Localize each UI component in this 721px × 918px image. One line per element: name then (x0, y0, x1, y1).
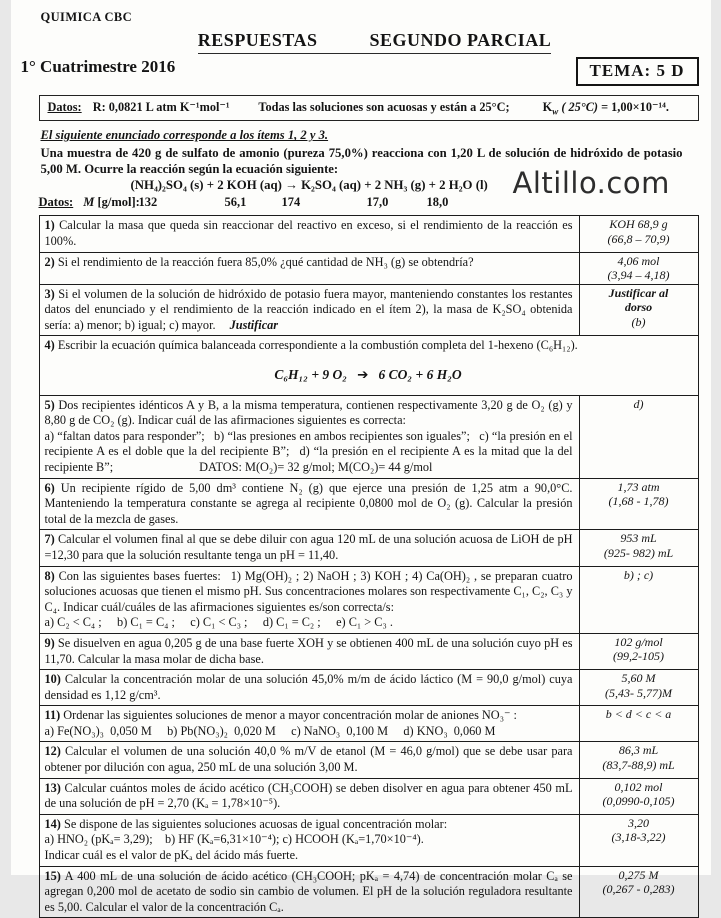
table-row (39, 530, 698, 566)
question-cell (39, 778, 579, 814)
question-text: Se disuelven en agua 0,205 g de una base fuerte XOH y se obtienen 400 mL de una solución cuyo pH es 11,70. Calcular la masa molar de dicha base. (45, 636, 573, 666)
answer-cell (579, 252, 698, 284)
mass-value: 56,1 (225, 195, 247, 210)
answer-line: (5,43- 5,77)M (583, 686, 695, 701)
enunciado-note: El siguiente enunciado corresponde a los ítems 1, 2 y 3. (41, 128, 711, 143)
question-text: Calcular la concentración molar de una solución 45,0% m/m de ácido láctico (M = 90,0 g/mol) cuya densidad es 1,12 g/cm³. (45, 672, 573, 702)
table-row (39, 478, 698, 530)
answer-line: (b) (583, 315, 695, 330)
gas-constant: R: 0,0821 L atm K⁻¹mol⁻¹ (93, 100, 230, 114)
enunciado-text: Una muestra de 420 g de sulfato de amonio (pureza 75,0%) reacciona con 1,20 L de solución de hidróxido de potasio 5,00 M. Ocurre la reacción según la ecuación siguiente: (41, 145, 683, 177)
question-cell (39, 216, 579, 252)
question-cell (39, 336, 698, 395)
watermark-text: Altillo.com (513, 166, 670, 200)
question-text: Dos recipientes idénticos A y B, a la misma temperatura, contienen respectivamente 3,20 g de O₂ (g) y 8,80 g de CO₂ (g). Indicar cuál de las afirmaciones siguientes es correcta: (45, 398, 573, 428)
question-text-2 (45, 429, 573, 476)
answer-line: d) (583, 397, 695, 412)
question-text-3: Indicar cuál es el valor de pKₐ del ácido más fuerte. (45, 848, 573, 864)
mass-value: 17,0 (367, 195, 389, 210)
question-text-2: a) Fe(NO₃)₃ 0,050 M b) Pb(NO₃)₂ 0,020 M c) NaNO₃ 0,100 M d) KNO₃ 0,060 M (45, 724, 573, 740)
question-datos: DATOS: M(O₂)= 32 g/mol; M(CO₂)= 44 g/mol (199, 460, 432, 476)
answer-cell (579, 395, 698, 478)
table-row (39, 395, 698, 478)
answer-line: 3,20 (583, 816, 695, 831)
question-number: 12) (45, 744, 61, 758)
answer-cell (579, 284, 698, 336)
semester-label: 1° Cuatrimestre 2016 (21, 57, 176, 77)
mass-value: 18,0 (427, 195, 449, 210)
answer-line: (3,94 – 4,18) (583, 268, 695, 283)
question-text-2: a) C₂ < C₄ ; b) C₁ = C₄ ; c) C₁ < C₃ ; d) C₁ = C₂ ; e) C₁ > C₃ . (45, 615, 573, 631)
question-text: A 400 mL de una solución de ácido acético (CH₃COOH; pKₐ = 4,74) de concentración molar Cₐ se agregan 0,200 mol de acetato de sodio sin cambio de volumen. El pH de la solución reguladora resultante es 5,00. Calcular el valor de la concentración Cₐ. (45, 869, 573, 914)
answer-cell (579, 633, 698, 669)
subheader-row (21, 57, 699, 86)
table-row (39, 866, 698, 918)
question-number: 8) (45, 569, 55, 583)
exam-title-underline (198, 30, 551, 54)
question-cell (39, 670, 579, 706)
question-cell (39, 866, 579, 918)
question-number: 2) (45, 255, 55, 269)
datos-bar (39, 95, 699, 121)
question-cell (39, 566, 579, 633)
table-row (39, 742, 698, 778)
combustion-equation: C₆H₁₂ + 9 O₂ ➔ 6 CO₂ + 6 H₂O (45, 367, 692, 383)
question-number: 11) (45, 708, 61, 722)
question-options: a) “faltan datos para responder”; b) “las presiones en ambos recipientes son iguales”; c) “la presión en el recipiente A es el doble que la del recipiente B”; d) “la presión en el recipiente A es la mitad que la del recipiente B”; (45, 429, 573, 474)
question-number: 15) (45, 869, 61, 883)
answer-cell (579, 530, 698, 566)
answer-line: 4,06 mol (583, 254, 695, 269)
question-text: Calcular la masa que queda sin reaccionar del reactivo en exceso, si el rendimiento de la reacción es 100%. (45, 218, 573, 248)
table-row (39, 284, 698, 336)
question-text: Ordenar las siguientes soluciones de menor a mayor concentración molar de aniones NO₃⁻ : (63, 708, 517, 722)
answer-line: 86,3 mL (583, 743, 695, 758)
question-cell (39, 478, 579, 530)
title-respuestas: RESPUESTAS (198, 30, 318, 51)
kw-sub: w (552, 106, 558, 116)
answer-line: (0,0990-0,105) (583, 794, 695, 809)
justificar-suffix: Justificar (230, 318, 279, 332)
answer-cell (579, 216, 698, 252)
question-text: Calcular cuántos moles de ácido acético (CH₃COOH) se deben disolver en agua para obtener 450 mL de una solución de pH = 2,70 (Kₐ = 1,78×10⁻⁵). (45, 781, 573, 811)
answer-line: b) ; c) (583, 568, 695, 583)
question-cell (39, 284, 579, 336)
exam-title (25, 30, 721, 54)
tema-box: TEMA: 5 D (576, 57, 699, 86)
question-number: 13) (45, 781, 61, 795)
answer-line: Justificar al (583, 286, 695, 301)
molar-masses-line (39, 195, 711, 210)
questions-table (39, 215, 699, 918)
question-text: Calcular el volumen final al que se debe diluir con agua 120 mL de una solución acuosa de LiOH de pH =12,30 para que la solución resultante tenga un pH = 11,40. (45, 532, 573, 562)
question-text: Calcular el volumen de una solución 40,0 % m/V de etanol (M = 46,0 g/mol) que se debe usar para obtener por dilución con agua, 250 mL de una solución 3,00 M. (45, 744, 573, 774)
answer-line: (99,2-105) (583, 649, 695, 664)
answer-cell (579, 866, 698, 918)
answer-line: 1,73 atm (583, 480, 695, 495)
question-number: 1) (45, 218, 55, 232)
answer-line: 5,60 M (583, 671, 695, 686)
question-number: 10) (45, 672, 61, 686)
question-text: Si el rendimiento de la reacción fuera 85,0% ¿qué cantidad de NH₃ (g) se obtendría? (58, 255, 474, 269)
answer-line: (925- 982) mL (583, 546, 695, 561)
course-title: QUIMICA CBC (41, 10, 711, 25)
table-row (39, 814, 698, 866)
title-segundo-parcial: SEGUNDO PARCIAL (370, 30, 552, 51)
question-text: Si el volumen de la solución de hidróxido de potasio fuera mayor, manteniendo constantes los restantes datos del enunciado y el rendimiento de la reacción indicado en el ítem 2), la masa de K₂SO₄ obtenida sería: a) menor; b) igual; c) mayor. (45, 287, 573, 332)
table-row (39, 216, 698, 252)
answer-cell (579, 814, 698, 866)
question-text: Se dispone de las siguientes soluciones acuosas de igual concentración molar: (64, 817, 447, 831)
table-row (39, 336, 698, 395)
molar-mass-unit: [g/mol]: (94, 195, 139, 209)
exam-page (11, 0, 711, 875)
answer-cell (579, 670, 698, 706)
question-number: 9) (45, 636, 55, 650)
question-text: Un recipiente rígido de 5,00 dm³ contiene N₂ (g) que ejerce una presión de 1,25 atm a 90,0°C. Manteniendo la temperatura constante se agrega al recipiente 0,0800 mol de O₂ (g). Calcular la presión total de la mezcla de gases. (45, 481, 573, 526)
table-row (39, 566, 698, 633)
molar-mass-symbol: M (83, 195, 94, 209)
solution-conditions: Todas las soluciones son acuosas y están a 25°C; (258, 100, 509, 114)
table-row (39, 778, 698, 814)
question-cell (39, 252, 579, 284)
answer-line: 102 g/mol (583, 635, 695, 650)
answer-line: (0,267 - 0,283) (583, 882, 695, 897)
question-text: Con las siguientes bases fuertes: 1) Mg(OH)₂ ; 2) NaOH ; 3) KOH ; 4) Ca(OH)₂ , se preparan cuatro soluciones acuosas que tienen el mismo pH. Sus concentraciones molares son respectivamente C₁, C₂, C₃ y C₄. Indicar cuál/cuáles de las afirmaciones siguientes es/son correcta/s: (45, 569, 573, 614)
question-text-2: a) HNO₂ (pKₐ= 3,29); b) HF (Kₐ=6,31×10⁻⁴); c) HCOOH (Kₐ=1,70×10⁻⁴). (45, 832, 573, 848)
answer-cell (579, 706, 698, 742)
question-number: 6) (45, 481, 55, 495)
question-cell (39, 706, 579, 742)
question-cell (39, 742, 579, 778)
kw-value: = 1,00×10⁻¹⁴. (601, 100, 669, 114)
question-number: 5) (45, 398, 55, 412)
kw-base: K (543, 100, 553, 114)
table-row (39, 252, 698, 284)
answer-line: (66,8 – 70,9) (583, 232, 695, 247)
question-number: 4) (45, 338, 55, 352)
equation-zone (39, 177, 711, 213)
question-text: Escribir la ecuación química balanceada correspondiente a la combustión completa del 1-hexeno (C₆H₁₂). (58, 338, 578, 352)
answer-line: (83,7-88,9) mL (583, 758, 695, 773)
kw-cond: ( 25°C) (561, 100, 598, 114)
answer-cell (579, 478, 698, 530)
question-cell (39, 395, 579, 478)
table-row (39, 706, 698, 742)
table-row (39, 670, 698, 706)
masses-datos-label: Datos: (39, 195, 74, 209)
reaction-equation: (NH₄)₂SO₄ (s) + 2 KOH (aq) → K₂SO₄ (aq) + 2 NH₃ (g) + 2 H₂O (l) (131, 178, 488, 193)
answer-cell (579, 742, 698, 778)
datos-label: Datos: (48, 100, 82, 114)
answer-line: (1,68 - 1,78) (583, 494, 695, 509)
answer-line: 0,102 mol (583, 780, 695, 795)
kw-constant (543, 100, 669, 114)
mass-value: 174 (282, 195, 301, 210)
question-number: 3) (45, 287, 55, 301)
answer-cell (579, 566, 698, 633)
answer-line: b < d < c < a (583, 707, 695, 722)
table-row (39, 633, 698, 669)
question-cell (39, 633, 579, 669)
answer-line: KOH 68,9 g (583, 217, 695, 232)
answer-line: 953 mL (583, 531, 695, 546)
answer-cell (579, 778, 698, 814)
answer-line: (3,18-3,22) (583, 830, 695, 845)
question-number: 7) (45, 532, 55, 546)
question-cell (39, 814, 579, 866)
question-number: 14) (45, 817, 61, 831)
answer-line: dorso (583, 300, 695, 315)
answer-line: 0,275 M (583, 868, 695, 883)
question-cell (39, 530, 579, 566)
mass-value: 132 (139, 195, 158, 210)
